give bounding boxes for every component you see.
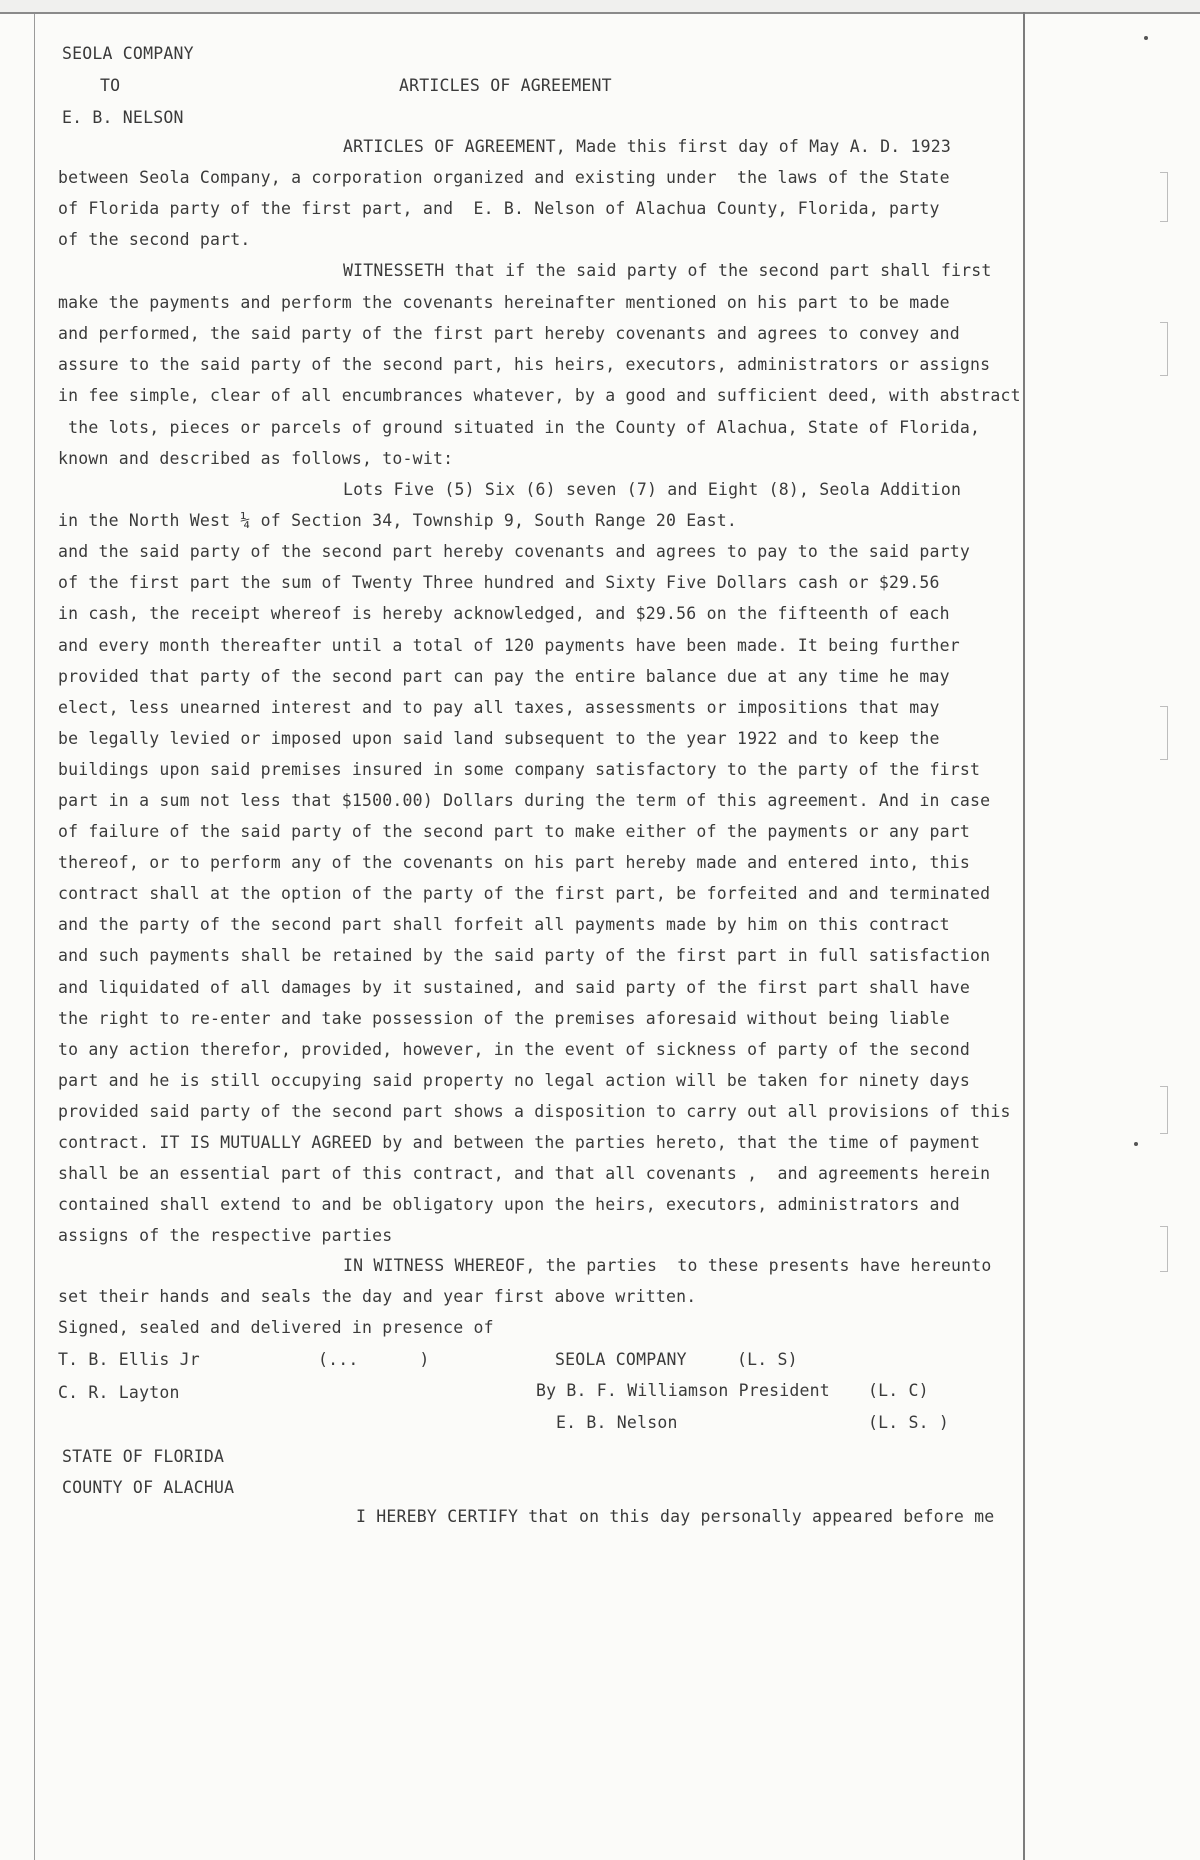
- body-line: to any action therefor, provided, however, in the event of sickness of party of the second: [58, 1040, 971, 1059]
- property-description: in the North West ¼ of Section 34, Township 9, South Range 20 East.: [58, 511, 737, 530]
- grantee-signature: E. B. Nelson: [556, 1413, 678, 1432]
- property-description: Lots Five (5) Six (6) seven (7) and Eight (8), Seola Addition: [343, 480, 962, 499]
- body-line: contained shall extend to and be obligatory upon the heirs, executors, administrators and: [58, 1195, 960, 1214]
- company-signature: SEOLA COMPANY: [555, 1350, 687, 1369]
- president-signature: By B. F. Williamson President: [536, 1381, 830, 1400]
- witness-name: C. R. Layton: [58, 1383, 180, 1402]
- body-line: be legally levied or imposed upon said land subsequent to the year 1922 and to keep the: [58, 729, 940, 748]
- county-heading: COUNTY OF ALACHUA: [62, 1478, 235, 1497]
- body-line: assigns of the respective parties: [58, 1226, 393, 1245]
- grantor-heading: SEOLA COMPANY: [62, 44, 194, 63]
- body-line: part in a sum not less that $1500.00) Dollars during the term of this agreement. And in case: [58, 791, 991, 810]
- body-line: part and he is still occupying said property no legal action will be taken for ninety days: [58, 1071, 971, 1090]
- body-line: in cash, the receipt whereof is hereby acknowledged, and $29.56 on the fifteenth of each: [58, 604, 950, 623]
- body-line: the lots, pieces or parcels of ground situated in the County of Alachua, State of Florida,: [58, 418, 981, 437]
- body-line: in fee simple, clear of all encumbrances whatever, by a good and sufficient deed, with abstract: [58, 386, 1021, 405]
- grantee-heading: E. B. NELSON: [62, 108, 184, 127]
- body-line: shall be an essential part of this contract, and that all covenants , and agreements herein: [58, 1164, 991, 1183]
- body-line: known and described as follows, to-wit:: [58, 449, 454, 468]
- gutter-mark: [1160, 322, 1168, 376]
- seal-mark: (L. C): [868, 1381, 929, 1400]
- body-line: provided said party of the second part shows a disposition to carry out all provisions of this: [58, 1102, 1011, 1121]
- body-line: ARTICLES OF AGREEMENT, Made this first day of May A. D. 1923: [343, 137, 952, 156]
- body-line: buildings upon said premises insured in some company satisfactory to the party of the first: [58, 760, 981, 779]
- gutter-mark: [1160, 1226, 1168, 1272]
- witness-caption: Signed, sealed and delivered in presence of: [58, 1318, 494, 1337]
- body-line: and every month thereafter until a total of 120 payments have been made. It being further: [58, 636, 960, 655]
- certificate-line: I HEREBY CERTIFY that on this day personally appeared before me: [356, 1507, 995, 1526]
- body-line: the right to re-enter and take possession of the premises aforesaid without being liable: [58, 1009, 950, 1028]
- seal-mark: (L. S. ): [868, 1413, 950, 1432]
- body-line: and such payments shall be retained by the said party of the first part in full satisfaction: [58, 946, 991, 965]
- body-line: thereof, or to perform any of the covenants on his part hereby made and entered into, this: [58, 853, 971, 872]
- body-line: contract shall at the option of the party of the first part, be forfeited and and terminated: [58, 884, 991, 903]
- body-line: contract. IT IS MUTUALLY AGREED by and between the parties hereto, that the time of payment: [58, 1133, 981, 1152]
- document-title: ARTICLES OF AGREEMENT: [399, 76, 612, 95]
- witness-name: T. B. Ellis Jr: [58, 1350, 200, 1369]
- body-line: and the said party of the second part hereby covenants and agrees to pay to the said party: [58, 542, 971, 561]
- witness-mark: (... ): [318, 1350, 430, 1369]
- body-line: of Florida party of the first part, and E. B. Nelson of Alachua County, Florida, party: [58, 199, 940, 218]
- body-line: and performed, the said party of the first part hereby covenants and agrees to convey and: [58, 324, 960, 343]
- gutter-mark: [1160, 1086, 1168, 1134]
- body-line: provided that party of the second part can pay the entire balance due at any time he may: [58, 667, 950, 686]
- state-heading: STATE OF FLORIDA: [62, 1447, 225, 1466]
- gutter-mark: [1160, 172, 1168, 222]
- left-margin-line: [34, 14, 35, 1860]
- body-line: of the second part.: [58, 230, 251, 249]
- body-line: of failure of the said party of the second part to make either of the payments or any part: [58, 822, 971, 841]
- body-line: assure to the said party of the second part, his heirs, executors, administrators or assigns: [58, 355, 991, 374]
- body-line: make the payments and perform the covenants hereinafter mentioned on his part to be made: [58, 293, 950, 312]
- gutter-mark: [1160, 706, 1168, 760]
- to-heading: TO: [100, 76, 121, 95]
- seal-mark: (L. S): [737, 1350, 798, 1369]
- body-line: WITNESSETH that if the said party of the second part shall first: [343, 261, 992, 280]
- gutter-dot: [1134, 1142, 1138, 1146]
- testimonium-line: set their hands and seals the day and year first above written.: [58, 1287, 697, 1306]
- testimonium-line: IN WITNESS WHEREOF, the parties to these presents have hereunto: [343, 1256, 992, 1275]
- body-line: and the party of the second part shall forfeit all payments made by him on this contract: [58, 915, 950, 934]
- body-line: and liquidated of all damages by it sustained, and said party of the first part shall have: [58, 978, 971, 997]
- right-margin-rule: [1023, 12, 1025, 1860]
- body-line: of the first part the sum of Twenty Three hundred and Sixty Five Dollars cash or $29.56: [58, 573, 940, 592]
- gutter-dot: [1144, 36, 1148, 40]
- body-line: between Seola Company, a corporation organized and existing under the laws of the State: [58, 168, 950, 187]
- body-line: elect, less unearned interest and to pay all taxes, assessments or impositions that may: [58, 698, 940, 717]
- scan-top-edge: [0, 0, 1200, 14]
